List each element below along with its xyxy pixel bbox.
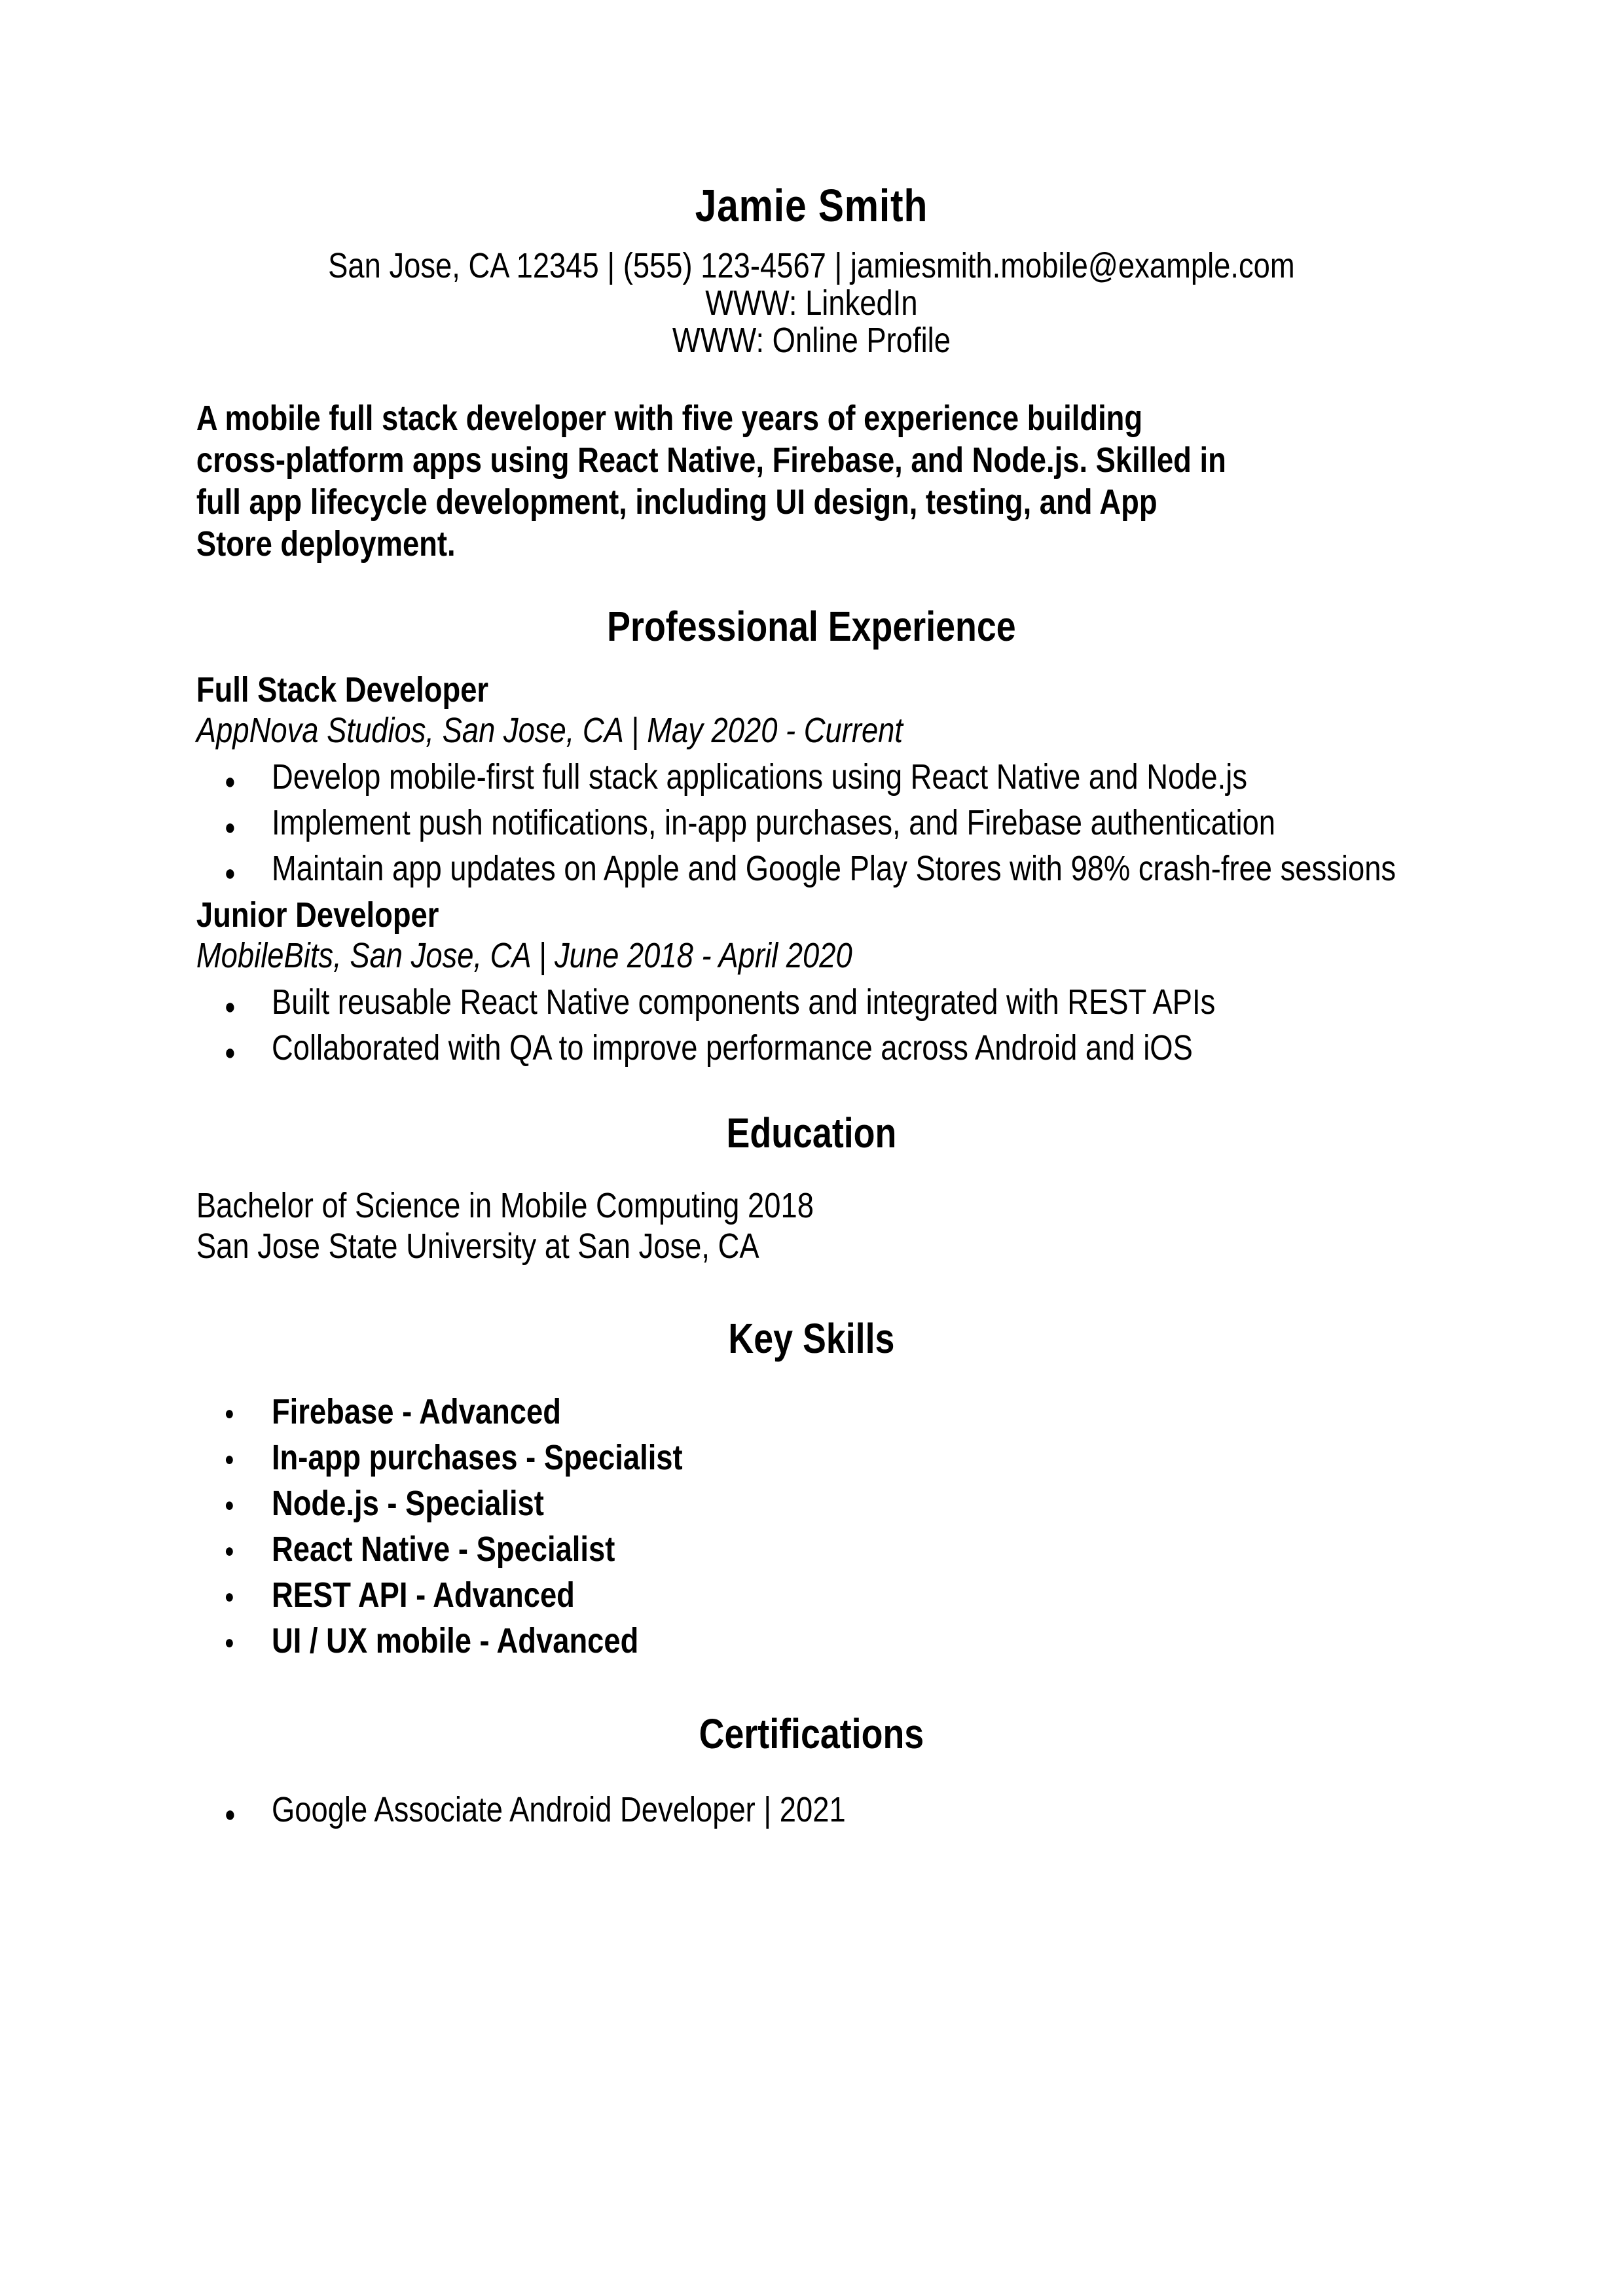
skill-item: ● Firebase - Advanced: [272, 1392, 1427, 1431]
contact-line: San Jose, CA 12345 | (555) 123-4567 | jamiesmith.mobile@example.com: [328, 246, 1295, 285]
job-entry: [196, 895, 1427, 1067]
summary-paragraph: [196, 397, 1427, 565]
skills-list: [196, 1392, 1427, 1660]
education-block: [196, 1185, 1427, 1266]
education-heading: Education: [726, 1109, 897, 1157]
skill-item: ● REST API - Advanced: [272, 1575, 1427, 1615]
job-bullet: ● Develop mobile-first full stack applications using React Native and Node.js: [272, 757, 1427, 797]
skill-item: ● Node.js - Specialist: [272, 1484, 1427, 1523]
person-name: Jamie Smith: [695, 180, 928, 231]
job-entry: [196, 670, 1427, 888]
summary-line: A mobile full stack developer with five years of experience building: [196, 399, 1143, 438]
summary-line: full app lifecycle development, including UI design, testing, and App: [196, 482, 1158, 522]
contact-block: [196, 247, 1427, 359]
link-linkedin: WWW: LinkedIn: [705, 283, 918, 323]
job-title: Junior Developer: [196, 895, 439, 935]
job-bullet: ● Collaborated with QA to improve performance across Android and iOS: [272, 1028, 1427, 1067]
job-title: Full Stack Developer: [196, 670, 489, 709]
skill-item: ● In-app purchases - Specialist: [272, 1438, 1427, 1477]
certification-item: ● Google Associate Android Developer | 2021: [272, 1790, 1427, 1829]
link-online-profile: WWW: Online Profile: [672, 321, 951, 360]
certifications-list: [196, 1790, 1427, 1829]
job-bullet-list: [196, 982, 1427, 1067]
job-bullet: ● Implement push notifications, in-app purchases, and Firebase authentication: [272, 803, 1427, 842]
certifications-heading: Certifications: [699, 1710, 924, 1757]
job-bullet: ● Built reusable React Native components and integrated with REST APIs: [272, 982, 1427, 1022]
experience-heading: Professional Experience: [607, 603, 1016, 650]
summary-line: cross-platform apps using React Native, Firebase, and Node.js. Skilled in: [196, 440, 1226, 480]
summary-line: Store deployment.: [196, 524, 456, 564]
job-bullet: ● Maintain app updates on Apple and Google Play Stores with 98% crash-free sessions: [272, 849, 1427, 888]
job-bullet-list: [196, 757, 1427, 888]
job-meta: AppNova Studios, San Jose, CA | May 2020 - Current: [196, 711, 903, 750]
skills-heading: Key Skills: [728, 1315, 895, 1362]
skill-item: ● React Native - Specialist: [272, 1530, 1427, 1569]
job-meta: MobileBits, San Jose, CA | June 2018 - April 2020: [196, 936, 852, 975]
education-line: San Jose State University at San Jose, CA: [196, 1227, 759, 1266]
skill-item: ● UI / UX mobile - Advanced: [272, 1621, 1427, 1660]
education-line: Bachelor of Science in Mobile Computing 2018: [196, 1186, 814, 1225]
